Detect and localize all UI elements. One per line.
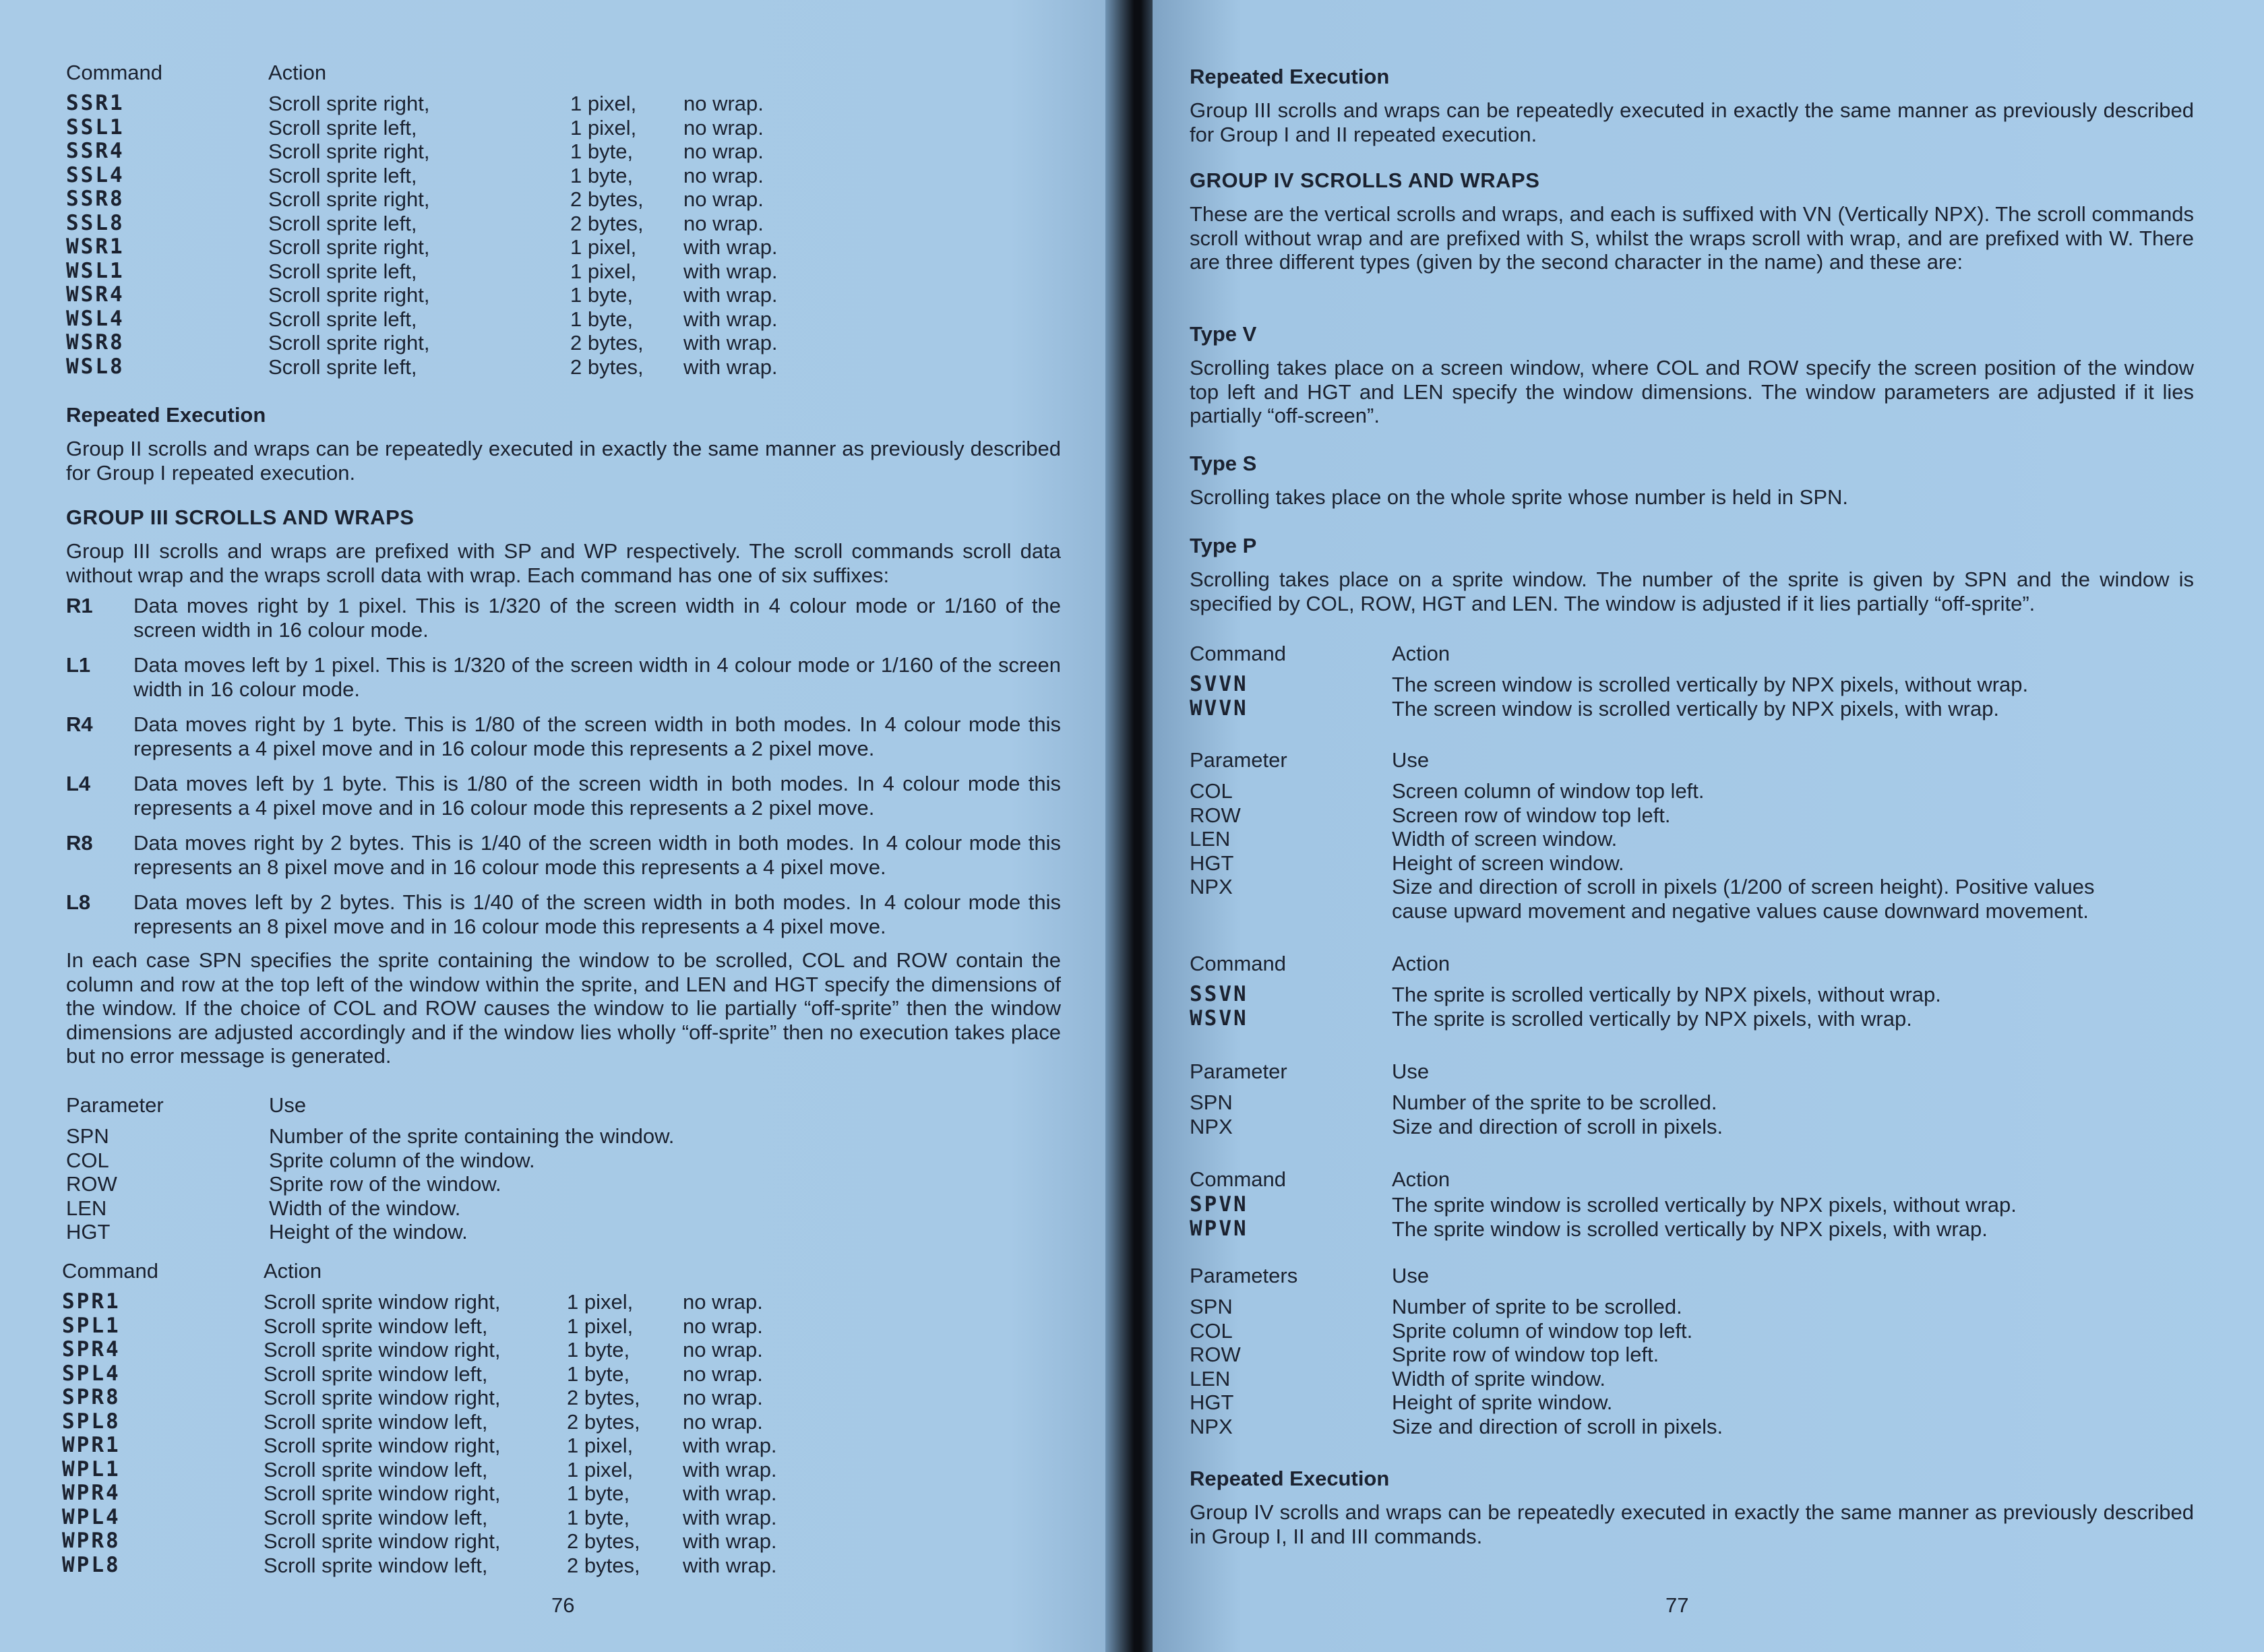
parameter-name: SPN	[1190, 1091, 1233, 1114]
scroll-amount: 2 bytes,	[570, 355, 644, 379]
command-code: SSL4	[66, 162, 125, 187]
table-row	[62, 1554, 777, 1578]
table-row	[62, 1362, 777, 1386]
parameter-use: Height of sprite window.	[1392, 1390, 1613, 1414]
group3-parameter-table-block	[66, 1092, 1061, 1244]
scroll-amount: 1 byte,	[567, 1338, 630, 1362]
suffix-item	[66, 594, 1061, 642]
sprite-window-table-block	[62, 1258, 1061, 1577]
wrap-mode: no wrap.	[683, 115, 764, 140]
command-code: SSVN	[1190, 982, 1248, 1006]
wrap-mode: with wrap.	[683, 1529, 777, 1553]
type-p-command-table	[1190, 1166, 2017, 1241]
page-number: 77	[1665, 1593, 1689, 1617]
parameter-use: Number of sprite to be scrolled.	[1392, 1295, 1682, 1318]
section-heading: Type V	[1190, 322, 1257, 346]
command-code: SPVN	[1190, 1192, 1248, 1217]
scroll-amount: 1 pixel,	[567, 1457, 634, 1481]
paragraph: Group III scrolls and wraps are prefixed with SP and WP respectively. The scroll commands scroll data without wrap and the wraps scroll data with wrap. Each command has one of six suffixes:	[66, 539, 1061, 587]
table-row	[66, 1196, 674, 1221]
column-header-parameter: Parameters	[1190, 1264, 1298, 1287]
paragraph: These are the vertical scrolls and wraps, and each is suffixed with VN (Vertically NPX). The scroll commands scroll without wrap and are prefixed with S, whilst the wraps scroll with wrap, and are prefixed with W. There are three different types (given by the second character in the name) and these are:	[1190, 202, 2194, 274]
command-code: SPL4	[62, 1361, 121, 1386]
suffix-item	[66, 831, 1061, 879]
parameter-use: Number of the sprite containing the window.	[269, 1124, 675, 1148]
type-v-parameter-table-block	[1190, 747, 2194, 923]
column-header-action: Action	[268, 61, 327, 84]
sprite-scroll-table-body	[66, 92, 778, 379]
scroll-amount: 1 byte,	[570, 283, 634, 307]
paragraph: In each case SPN specifies the sprite containing the window to be scrolled, COL and ROW contain the column and row at the top left of the window within the sprite, and LEN and HGT specify the dimensions of the window. If the choice of COL and ROW causes the window to lie partially “off-sprite” then the window dimensions are adjusted accordingly and if the window lies wholly “off-sprite” then no execution takes place but no error message is generated.	[66, 948, 1061, 1068]
suffix-description: Data moves left by 1 byte. This is 1/80 of the screen width in both modes. In 4 colour mode this represents a 4 pixel move and in 16 colour mode this represents a 2 pixel move.	[133, 772, 1061, 820]
column-header-command: Command	[1190, 642, 1286, 665]
type-v-command-table-body	[1190, 673, 2028, 721]
command-code: SPR8	[62, 1385, 121, 1409]
command-action: The sprite is scrolled vertically by NPX pixels, with wrap.	[1392, 1006, 1912, 1031]
parameter-use: Screen row of window top left.	[1392, 803, 1671, 827]
parameter-name: LEN	[1190, 1366, 1231, 1390]
command-code: WSL8	[66, 354, 125, 379]
page-number: 76	[551, 1593, 575, 1617]
command-code: WSL4	[66, 306, 125, 331]
suffix-item	[66, 772, 1061, 820]
command-code: WPVN	[1190, 1216, 1248, 1241]
command-action: Scroll sprite window left,	[264, 1314, 488, 1338]
command-code: WPL8	[62, 1552, 121, 1577]
table-row	[66, 1124, 674, 1149]
wrap-mode: with wrap.	[683, 1434, 777, 1457]
wrap-mode: no wrap.	[683, 1362, 763, 1386]
parameter-use: Screen column of window top left.	[1392, 779, 1705, 803]
command-code: SPL1	[62, 1313, 121, 1338]
command-code: WSR8	[66, 330, 125, 355]
type-s-command-table-body	[1190, 983, 1941, 1031]
command-action: Scroll sprite right,	[268, 283, 430, 307]
table-row	[62, 1529, 777, 1554]
parameter-name: NPX	[1190, 1114, 1233, 1138]
command-action: Scroll sprite window left,	[264, 1553, 488, 1577]
command-action: Scroll sprite left,	[268, 115, 417, 140]
sprite-window-table	[62, 1258, 777, 1577]
parameter-use: Sprite row of window top left.	[1392, 1343, 1659, 1366]
table-header	[1190, 950, 1941, 983]
parameter-use-continued: cause upward movement and negative values cause downward movement.	[1392, 898, 2089, 923]
suffix-item	[66, 890, 1061, 938]
suffix-description: Data moves right by 2 bytes. This is 1/40 of the screen width in both modes. In 4 colour mode this represents an 8 pixel move and in 16 colour mode this represents a 4 pixel move.	[133, 831, 1061, 879]
section-heading: Repeated Execution	[66, 403, 266, 427]
suffix-key: L4	[66, 772, 91, 795]
command-code: WPR1	[62, 1433, 121, 1457]
column-header-action: Action	[1392, 642, 1450, 665]
type-s-parameter-table	[1190, 1058, 1723, 1138]
command-code: SSR8	[66, 187, 125, 211]
command-action: Scroll sprite window right,	[264, 1338, 501, 1362]
type-v-section	[1190, 322, 2194, 428]
parameter-use: Size and direction of scroll in pixels.	[1392, 1114, 1723, 1138]
paragraph: Scrolling takes place on a screen window, where COL and ROW specify the screen position of the window top left and HGT and LEN specify the window dimensions. The window parameters are adjusted if it lies partially “off-screen”.	[1190, 356, 2194, 427]
command-code: WPL1	[62, 1457, 121, 1481]
command-action: The screen window is scrolled vertically by NPX pixels, with wrap.	[1392, 696, 2000, 721]
table-row-continuation	[1190, 899, 2094, 923]
column-header-command: Command	[62, 1259, 158, 1283]
type-s-parameter-table-block	[1190, 1058, 2194, 1138]
command-action: Scroll sprite window left,	[264, 1362, 488, 1386]
wrap-mode: no wrap.	[683, 1386, 763, 1409]
scroll-amount: 1 byte,	[570, 140, 634, 163]
table-row	[62, 1290, 777, 1314]
parameter-name: SPN	[1190, 1295, 1233, 1318]
column-header-parameter: Parameter	[66, 1093, 164, 1117]
scroll-amount: 1 pixel,	[567, 1314, 634, 1338]
command-code: SPL8	[62, 1409, 121, 1434]
table-row	[1190, 1091, 1723, 1115]
column-header-action: Action	[1392, 952, 1450, 975]
parameter-name: LEN	[66, 1196, 107, 1220]
parameter-use: Width of the window.	[269, 1196, 461, 1220]
table-row	[66, 235, 778, 259]
command-code: WPL4	[62, 1504, 121, 1529]
command-action: The sprite window is scrolled vertically by NPX pixels, with wrap.	[1392, 1217, 1988, 1241]
table-header	[66, 59, 778, 92]
column-header-parameter: Parameter	[1190, 1060, 1287, 1083]
wrap-mode: no wrap.	[683, 1338, 763, 1362]
type-s-section	[1190, 452, 2194, 510]
column-header-action: Action	[1392, 1167, 1450, 1191]
table-row	[66, 283, 778, 307]
scroll-amount: 1 pixel,	[570, 92, 637, 115]
command-action: Scroll sprite window right,	[264, 1290, 501, 1314]
column-header-use: Use	[269, 1093, 307, 1117]
table-row	[62, 1314, 777, 1339]
table-header	[1190, 1058, 1723, 1091]
parameter-use: Size and direction of scroll in pixels.	[1392, 1414, 1723, 1438]
parameter-name: COL	[1190, 1318, 1233, 1343]
group3-parameter-table-body	[66, 1124, 674, 1244]
parameter-name: LEN	[1190, 827, 1231, 851]
command-action: Scroll sprite right,	[268, 187, 430, 211]
paragraph: Group II scrolls and wraps can be repeatedly executed in exactly the same manner as previously described for Group I repeated execution.	[66, 437, 1061, 485]
parameter-name: COL	[66, 1148, 109, 1172]
table-row	[66, 355, 778, 379]
suffix-key: L8	[66, 890, 91, 914]
section-heading: Type P	[1190, 534, 1257, 557]
suffix-description: Data moves left by 2 bytes. This is 1/40 of the screen width in both modes. In 4 colour mode this represents an 8 pixel move and in 16 colour mode this represents a 4 pixel move.	[133, 890, 1061, 938]
table-row	[1190, 1007, 1941, 1031]
table-header	[1190, 747, 2094, 779]
parameter-name: SPN	[66, 1124, 109, 1148]
command-code: WSVN	[1190, 1006, 1248, 1031]
paragraph: Scrolling takes place on a sprite window. The number of the sprite is given by SPN and the window is specified by COL, ROW, HGT and LEN. The window is adjusted if it lies partially “off-sprite”.	[1190, 568, 2194, 615]
paragraph: Group III scrolls and wraps can be repeatedly executed in exactly the same manner as previously described for Group I and II repeated execution.	[1190, 98, 2194, 146]
table-row	[66, 307, 778, 332]
table-row	[1190, 1217, 2017, 1242]
command-code: SSR4	[66, 139, 125, 163]
parameter-use: Width of screen window.	[1392, 827, 1618, 851]
right-page	[1153, 0, 2264, 1652]
table-row	[1190, 697, 2028, 721]
table-row	[62, 1458, 777, 1482]
wrap-mode: with wrap.	[683, 1553, 777, 1577]
scroll-amount: 1 pixel,	[567, 1434, 634, 1457]
table-row	[1190, 983, 1941, 1007]
group4-repeated-section	[1190, 1467, 2194, 1548]
command-code: SPR4	[62, 1337, 121, 1362]
scroll-amount: 2 bytes,	[567, 1386, 640, 1409]
table-row	[66, 1172, 674, 1196]
wrap-mode: no wrap.	[683, 1290, 763, 1314]
wrap-mode: with wrap.	[683, 331, 778, 355]
suffix-description: Data moves left by 1 pixel. This is 1/320 of the screen width in 4 colour mode or 1/160 of the screen width in 16 colour mode.	[133, 653, 1061, 701]
command-code: SSL8	[66, 210, 125, 235]
command-action: Scroll sprite left,	[268, 307, 417, 331]
table-row	[62, 1506, 777, 1530]
group4-section	[1190, 169, 2194, 274]
parameter-use: Height of screen window.	[1392, 851, 1624, 875]
section-heading: GROUP IV SCROLLS AND WRAPS	[1190, 169, 1540, 192]
wrap-mode: no wrap.	[683, 1314, 763, 1338]
table-row	[66, 164, 778, 188]
table-row	[1190, 1319, 1723, 1343]
type-s-command-table-block	[1190, 950, 2194, 1031]
table-row	[1190, 1115, 1723, 1139]
parameter-use: Sprite column of the window.	[269, 1148, 535, 1172]
table-row	[62, 1481, 777, 1506]
suffix-description: Data moves right by 1 byte. This is 1/80 of the screen width in both modes. In 4 colour mode this represents a 4 pixel move and in 16 colour mode this represents a 2 pixel move.	[133, 712, 1061, 760]
wrap-mode: with wrap.	[683, 1481, 777, 1505]
parameter-name: HGT	[1190, 851, 1234, 875]
scroll-amount: 2 bytes,	[570, 331, 644, 355]
type-v-parameter-table	[1190, 747, 2094, 923]
column-header-use: Use	[1392, 1264, 1430, 1287]
command-action: Scroll sprite window left,	[264, 1505, 488, 1529]
spacer-cell	[1190, 899, 1392, 923]
type-p-section	[1190, 534, 2194, 615]
parameter-use: Sprite column of window top left.	[1392, 1318, 1693, 1343]
command-action: The screen window is scrolled vertically by NPX pixels, without wrap.	[1392, 673, 2029, 696]
wrap-mode: with wrap.	[683, 1457, 777, 1481]
command-code: SVVN	[1190, 672, 1248, 696]
command-action: Scroll sprite window right,	[264, 1481, 501, 1505]
command-code: SPR1	[62, 1289, 121, 1314]
command-action: The sprite window is scrolled vertically by NPX pixels, without wrap.	[1392, 1193, 2017, 1217]
wrap-mode: with wrap.	[683, 1505, 777, 1529]
table-header	[1190, 1262, 1723, 1295]
command-action: Scroll sprite left,	[268, 211, 417, 235]
table-row	[66, 116, 778, 140]
paragraph: Scrolling takes place on the whole sprite whose number is held in SPN.	[1190, 485, 1849, 509]
table-row	[1190, 851, 2094, 876]
wrap-mode: no wrap.	[683, 211, 764, 235]
wrap-mode: with wrap.	[683, 283, 778, 307]
table-header	[1190, 640, 2028, 673]
group3-repeated-section	[1190, 65, 2194, 146]
command-action: Scroll sprite left,	[268, 355, 417, 379]
command-code: WPR4	[62, 1481, 121, 1505]
parameter-name: ROW	[1190, 803, 1241, 827]
table-row	[1190, 673, 2028, 697]
parameter-use: Width of sprite window.	[1392, 1366, 1606, 1390]
wrap-mode: with wrap.	[683, 355, 778, 379]
column-header-parameter: Parameter	[1190, 748, 1287, 772]
table-row	[66, 92, 778, 116]
command-code: WPR8	[62, 1529, 121, 1553]
scroll-amount: 1 pixel,	[570, 235, 637, 259]
table-row	[1190, 875, 2094, 899]
parameter-use: Height of the window.	[269, 1220, 468, 1244]
command-action: The sprite is scrolled vertically by NPX pixels, without wrap.	[1392, 983, 1941, 1006]
scroll-amount: 2 bytes,	[567, 1553, 640, 1577]
wrap-mode: no wrap.	[683, 163, 764, 187]
suffix-item	[66, 653, 1061, 701]
table-header	[66, 1092, 674, 1124]
wrap-mode: no wrap.	[683, 187, 764, 211]
command-action: Scroll sprite window right,	[264, 1434, 501, 1457]
table-row	[1190, 827, 2094, 851]
section-heading: Repeated Execution	[1190, 1467, 1390, 1490]
scroll-amount: 2 bytes,	[570, 187, 644, 211]
sprite-scroll-table	[66, 59, 778, 379]
command-code: WVVN	[1190, 696, 1248, 721]
scroll-amount: 2 bytes,	[567, 1409, 640, 1434]
scroll-amount: 2 bytes,	[567, 1529, 640, 1553]
suffix-key: R8	[66, 831, 93, 855]
column-header-command: Command	[1190, 1167, 1286, 1191]
table-header	[1190, 1166, 2017, 1193]
parameter-name: NPX	[1190, 875, 1233, 898]
command-action: Scroll sprite window right,	[264, 1386, 501, 1409]
command-action: Scroll sprite right,	[268, 92, 430, 115]
sprite-scroll-table-block	[66, 59, 1061, 379]
suffix-list	[66, 594, 1061, 938]
section-heading: GROUP III SCROLLS AND WRAPS	[66, 506, 415, 529]
table-row	[1190, 1295, 1723, 1319]
type-v-command-table-block	[1190, 640, 2194, 721]
column-header-action: Action	[264, 1259, 322, 1283]
table-row	[66, 187, 778, 212]
type-s-parameter-table-body	[1190, 1091, 1723, 1138]
type-p-parameter-table	[1190, 1262, 1723, 1438]
table-header	[62, 1258, 777, 1290]
scroll-amount: 1 byte,	[567, 1481, 630, 1505]
wrap-mode: with wrap.	[683, 307, 778, 331]
command-code: WSL1	[66, 258, 125, 283]
scroll-amount: 1 byte,	[567, 1362, 630, 1386]
suffix-key: R4	[66, 712, 93, 736]
left-page	[0, 0, 1122, 1652]
table-row	[62, 1410, 777, 1434]
table-row	[1190, 1193, 2017, 1217]
scroll-amount: 1 pixel,	[570, 259, 637, 283]
command-action: Scroll sprite window left,	[264, 1409, 488, 1434]
paragraph: Group IV scrolls and wraps can be repeatedly executed in exactly the same manner as previously described in Group I, II and III commands.	[1190, 1500, 2194, 1548]
type-p-parameter-table-body	[1190, 1295, 1723, 1438]
parameter-name: COL	[1190, 779, 1233, 803]
table-row	[66, 331, 778, 355]
column-header-use: Use	[1392, 1060, 1430, 1083]
sprite-window-table-body	[62, 1290, 777, 1577]
table-row	[66, 140, 778, 164]
parameter-name: ROW	[66, 1172, 117, 1196]
table-row	[62, 1386, 777, 1410]
table-row	[62, 1434, 777, 1458]
table-row	[66, 1220, 674, 1244]
table-row	[66, 259, 778, 284]
table-row	[1190, 1367, 1723, 1391]
type-s-command-table	[1190, 950, 1941, 1031]
wrap-mode: with wrap.	[683, 235, 778, 259]
column-header-command: Command	[66, 61, 162, 84]
suffix-key: R1	[66, 594, 93, 617]
scroll-amount: 1 byte,	[570, 163, 634, 187]
scroll-amount: 1 pixel,	[567, 1290, 634, 1314]
parameter-name: NPX	[1190, 1414, 1233, 1438]
group3-parameter-table	[66, 1092, 674, 1244]
table-row	[1190, 803, 2094, 828]
scroll-amount: 1 byte,	[570, 307, 634, 331]
command-action: Scroll sprite left,	[268, 259, 417, 283]
parameter-name: ROW	[1190, 1343, 1241, 1366]
command-code: WSR4	[66, 282, 125, 307]
suffix-item	[66, 712, 1061, 760]
type-p-command-table-body	[1190, 1193, 2017, 1241]
command-code: WSR1	[66, 235, 125, 259]
suffix-key: L1	[66, 653, 91, 677]
table-row	[1190, 779, 2094, 803]
parameter-use: Sprite row of the window.	[269, 1172, 501, 1196]
command-action: Scroll sprite left,	[268, 163, 417, 187]
table-row	[62, 1338, 777, 1362]
scroll-amount: 1 pixel,	[570, 115, 637, 140]
table-row	[1190, 1343, 1723, 1367]
column-header-command: Command	[1190, 952, 1286, 975]
table-row	[66, 1149, 674, 1173]
command-action: Scroll sprite right,	[268, 140, 430, 163]
wrap-mode: with wrap.	[683, 259, 778, 283]
group3-section	[66, 506, 1061, 1068]
command-action: Scroll sprite window left,	[264, 1457, 488, 1481]
command-action: Scroll sprite right,	[268, 235, 430, 259]
wrap-mode: no wrap.	[683, 1409, 763, 1434]
scroll-amount: 2 bytes,	[570, 211, 644, 235]
scroll-amount: 1 byte,	[567, 1505, 630, 1529]
type-p-parameter-table-block	[1190, 1262, 2194, 1438]
table-row	[1190, 1415, 1723, 1439]
table-row	[66, 212, 778, 236]
parameter-name: HGT	[1190, 1390, 1234, 1414]
type-v-parameter-table-body	[1190, 779, 2094, 923]
type-v-command-table	[1190, 640, 2028, 721]
type-p-command-table-block	[1190, 1166, 2194, 1241]
section-heading: Repeated Execution	[1190, 65, 1390, 88]
group2-repeated-section	[66, 403, 1061, 485]
column-header-use: Use	[1392, 748, 1430, 772]
wrap-mode: no wrap.	[683, 140, 764, 163]
command-action: Scroll sprite window right,	[264, 1529, 501, 1553]
parameter-use: Number of the sprite to be scrolled.	[1392, 1091, 1717, 1114]
command-code: SSR1	[66, 91, 125, 115]
wrap-mode: no wrap.	[683, 92, 764, 115]
parameter-use: Size and direction of scroll in pixels (1/200 of screen height). Positive values	[1392, 875, 2095, 898]
command-action: Scroll sprite right,	[268, 331, 430, 355]
suffix-description: Data moves right by 1 pixel. This is 1/320 of the screen width in 4 colour mode or 1/160 of the screen width in 16 colour mode.	[133, 594, 1061, 642]
command-code: SSL1	[66, 115, 125, 140]
parameter-name: HGT	[66, 1220, 111, 1244]
section-heading: Type S	[1190, 452, 1257, 475]
table-row	[1190, 1390, 1723, 1415]
